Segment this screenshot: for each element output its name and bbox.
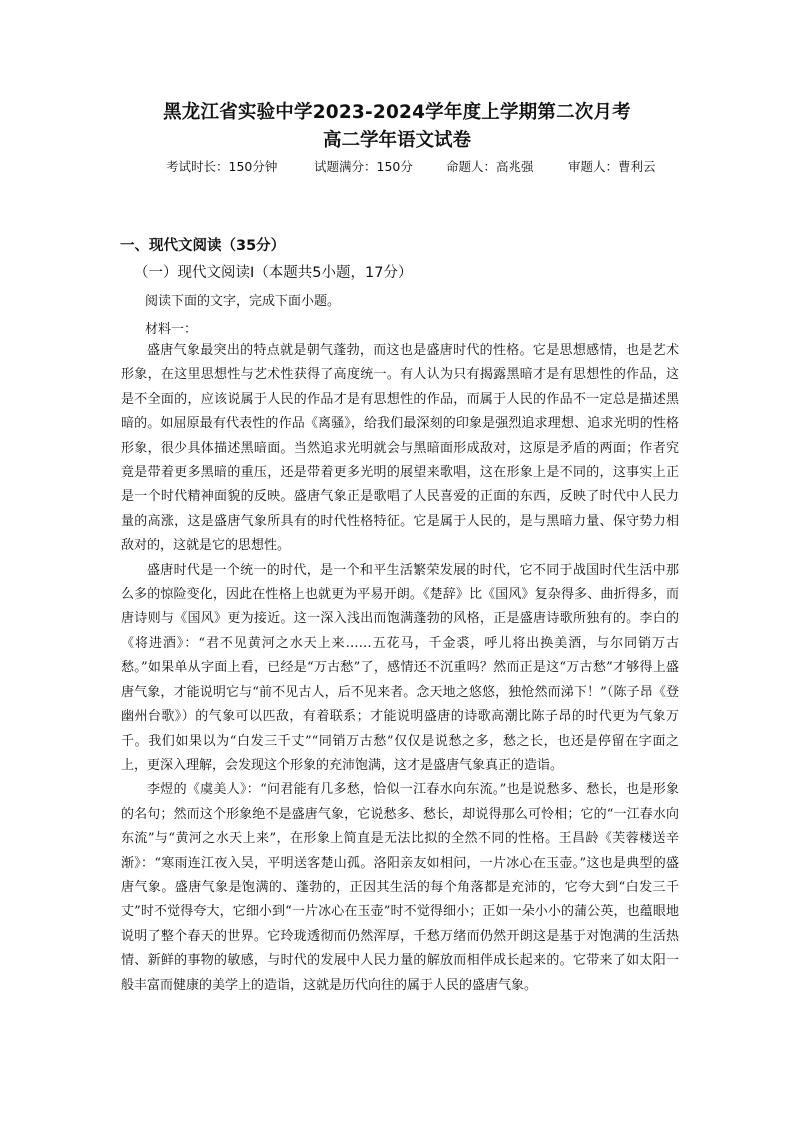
exam-duration: 考试时长：150分钟 bbox=[166, 159, 278, 174]
reading-instruction: 阅读下面的文字，完成下面小题。 bbox=[145, 294, 341, 309]
passage-paragraph: 李煜的《虞美人》：“问君能有几多愁，恰似一江春水向东流。”也是说愁多、愁长，也是形象的名句；然而这个形象绝不是盛唐气象，它说愁多、愁长，却说得那么可怜相；它的“一江春水向东流”与“黄河之水天上来”，在形象上简直是无法比拟的全然不同的性格。王昌龄《芙蓉楼送辛渐》：“寒雨连江夜入吴，平明送客楚山孤。洛阳亲友如相问，一片冰心在玉壶。”这也是典型的盛唐气象。盛唐气象是饱满的、蓬勃的，正因其生活的每个角落都是充沛的，它夸大到“白发三千丈”时不觉得夸大，它细小到“一片冰心在玉壶”时不觉得细小；正如一朵小小的蒲公英，也蕴眼地说明了整个春天的世界。它玲珑透彻而仍然浑厚，千愁万绪而仍然开朗这是基于对饱满的生活热情、新鲜的事物的敏感，与时代的发展中人民力量的解放而相伴成长起来的。它带来了如太阳一般丰富而健康的美学上的造诣，这就是历代向往的属于人民的盛唐气象。 bbox=[121, 782, 679, 993]
exam-title: 黑龙江省实验中学2023-2024学年度上学期第二次月考 bbox=[163, 102, 631, 123]
passage-body bbox=[121, 339, 679, 998]
exam-author: 命题人：高兆强 bbox=[446, 159, 534, 174]
section-heading: 一、现代文阅读（35分） bbox=[120, 238, 286, 254]
exam-reviewer: 审题人：曹利云 bbox=[568, 159, 656, 174]
exam-info bbox=[166, 157, 726, 175]
exam-full-score: 试题满分：150分 bbox=[314, 159, 413, 174]
subsection-heading: （一）现代文阅读Ⅰ（本题共5小题，17分） bbox=[134, 265, 413, 281]
passage-paragraph: 盛唐气象最突出的特点就是朝气蓬勃，而这也是盛唐时代的性格。它是思想感情，也是艺术形象，在这里思想性与艺术性获得了高度统一。有人认为只有揭露黑暗才是有思想性的作品，这是不全面的，应该说属于人民的作品才是有思想性的作品，而属于人民的作品不一定总是描述黑暗的。如屈原最有代表性的作品《离骚》，给我们最深刻的印象是强烈追求理想、追求光明的性格形象，很少具体描述黑暗面。当然追求光明就会与黑暗面形成敌对，这原是矛盾的两面；作者究竟是带着更多黑暗的重压，还是带着更多光明的展望来歌唱，这在形象上是不同的，这事实上正是一个时代精神面貌的反映。盛唐气象正是歌唱了人民喜爱的正面的东西，反映了时代中人民力量的高涨，这是盛唐气象所具有的时代性格特征。它是属于人民的，是与黑暗力量、保守势力相敌对的，这就是它的思想性。 bbox=[121, 343, 679, 554]
exam-subtitle: 高二学年语文试卷 bbox=[322, 130, 471, 151]
passage-paragraph: 盛唐时代是一个统一的时代，是一个和平生活繁荣发展的时代，它不同于战国时代生活中那么多的惊险变化，因此在性格上也就更为平易开朗。《楚辞》比《国风》复杂得多、曲折得多，而唐诗则与《国风》更为接近。这一深入浅出而饱满蓬勃的风格，正是盛唐诗歌所独有的。李白的《将进酒》：“君不见黄河之水天上来……五花马，千金裘，呼儿将出换美酒，与尔同销万古愁。”如果单从字面上看，已经是“万古愁”了，感情还不沉重吗？然而正是这“万古愁”才够得上盛唐气象，才能说明它与“前不见古人，后不见来者。念天地之悠悠，独怆然而涕下！”（陈子昂《登幽州台歌》）的气象可以匹敌，有着联系；才能说明盛唐的诗歌高潮比陈子昂的时代更为气象万千。我们如果以为“白发三千丈”“同销万古愁”仅仅是说愁之多，愁之长，也还是停留在字面之上，更深入理解，会发现这个形象的充沛饱满，这才是盛唐气象真正的造诣。 bbox=[121, 562, 679, 773]
material-label: 材料一： bbox=[145, 322, 198, 337]
